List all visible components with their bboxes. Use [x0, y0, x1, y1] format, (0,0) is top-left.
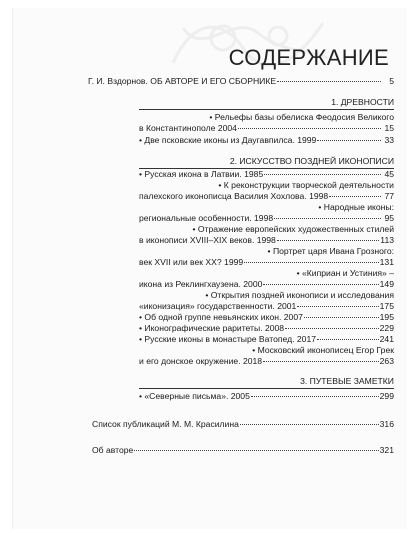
toc-entry[interactable]: • Две псковские иконы из Даугавпилса. 1999 33	[139, 135, 394, 145]
toc-entry[interactable]: «иконизация» государственности. 2001 175	[139, 301, 394, 311]
toc-entry[interactable]: • Русская икона в Латвии. 1985 45	[139, 169, 394, 179]
toc-entry[interactable]: век XVII или век XX? 1999 131	[139, 257, 394, 267]
toc-page-number: 241	[379, 334, 394, 344]
toc-page-number: 77	[384, 191, 394, 201]
toc-page-number: 229	[379, 323, 394, 333]
section-heading: 3. ПУТЕВЫЕ ЗАМЕТКИ	[300, 376, 394, 386]
toc-entry[interactable]: Список публикаций М. М. Красилина 316	[92, 419, 394, 429]
table-of-contents	[13, 8, 407, 529]
toc-page-number: 263	[379, 356, 394, 366]
toc-page-number: 316	[379, 419, 394, 429]
toc-entry[interactable]	[88, 76, 394, 87]
toc-page	[12, 8, 407, 529]
toc-page-number: 149	[379, 279, 394, 289]
toc-entry-line: • Портрет царя Ивана Грозного:	[267, 246, 394, 256]
toc-entry[interactable]: в Константинополе 2004 15	[139, 123, 394, 133]
toc-entry-line: • Отражение европейских художественных стилей	[192, 224, 394, 234]
toc-page-number: 131	[379, 257, 394, 267]
toc-entry[interactable]: икона из Реклингхаузена. 2000 149	[139, 279, 394, 289]
section-heading: 2. ИСКУССТВО ПОЗДНЕЙ ИКОНОПИСИ	[229, 156, 394, 166]
toc-entry-line: • К реконструкции творческой деятельности	[218, 180, 394, 190]
toc-page-number: 195	[379, 312, 394, 322]
toc-page-number: 299	[379, 391, 394, 401]
toc-page-number: 321	[379, 445, 394, 455]
section-heading: 1. ДРЕВНОСТИ	[331, 97, 394, 107]
toc-page-number: 45	[384, 169, 394, 179]
toc-page-number: 113	[380, 235, 394, 245]
toc-entry-line: • Рельефы базы обелиска Феодосия Великого	[209, 112, 394, 122]
toc-entry-line: • Народные иконы:	[318, 202, 394, 212]
toc-entry-line: • Московский иконописец Егор Грек	[252, 345, 394, 355]
toc-entry-line: • «Киприан и Устиния» –	[296, 268, 394, 278]
toc-entry[interactable]: в иконописи XVIII–XIX веков. 1998 113	[139, 235, 394, 245]
toc-page-number: 15	[384, 123, 394, 133]
toc-page-number: 5	[389, 76, 394, 86]
toc-entry[interactable]: • «Северные письма». 2005 299	[139, 391, 394, 401]
toc-entry[interactable]: Об авторе 321	[92, 445, 394, 455]
toc-page-number: 95	[384, 213, 394, 223]
toc-entry[interactable]: • Иконографические раритеты. 2008 229	[139, 323, 394, 333]
toc-entry[interactable]: • Об одной группе невьянских икон. 2007 195	[139, 312, 394, 322]
toc-entry[interactable]: • Русские иконы в монастыре Ватопед. 2017 241	[139, 334, 394, 344]
page-title: СОДЕРЖАНИЕ	[228, 44, 389, 70]
toc-entry[interactable]: региональные особенности. 1998 95	[139, 213, 394, 223]
toc-page-number: 175	[379, 301, 394, 311]
toc-entry-line: • Открытия поздней иконописи и исследования	[205, 290, 394, 300]
toc-entry[interactable]: палехского иконописца Василия Хохлова. 1998 77	[139, 191, 394, 201]
toc-page-number: 33	[384, 135, 394, 145]
section-divider	[139, 109, 394, 110]
toc-entry[interactable]: и его донское окружение. 2018 263	[139, 356, 394, 366]
toc-entry-text: Г. И. Вздорнов. ОБ АВТОРЕ И ЕГО СБОРНИКЕ	[88, 76, 277, 86]
section-divider	[139, 388, 394, 389]
